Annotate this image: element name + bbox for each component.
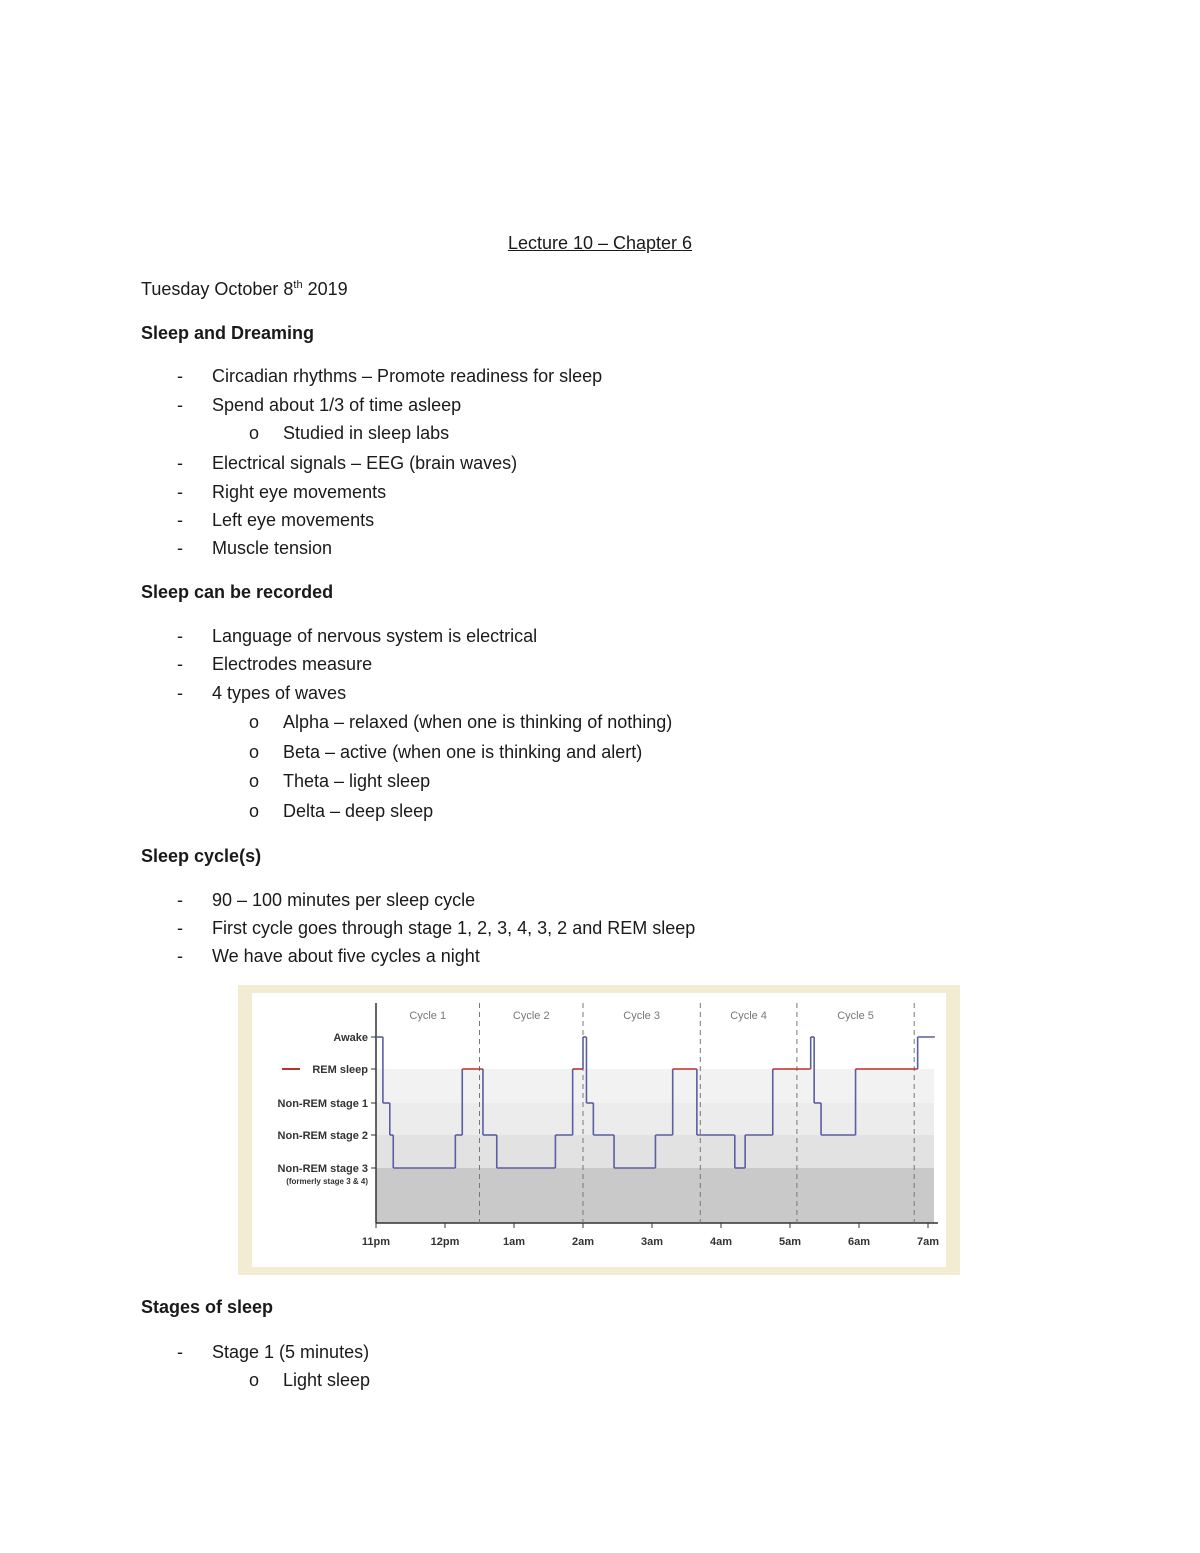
list-item: Spend about 1/3 of time asleep — [212, 395, 462, 415]
bullet-dash: - — [177, 1342, 183, 1362]
bullet-dash: - — [177, 510, 183, 530]
list-item: Circadian rhythms – Promote readiness for sleep — [212, 366, 603, 386]
list-item: Language of nervous system is electrical — [212, 626, 538, 646]
bullet-dash: - — [177, 626, 183, 646]
sub-list-item: Light sleep — [283, 1370, 371, 1390]
bullet-dash: - — [177, 890, 183, 910]
list-item: Left eye movements — [212, 510, 375, 530]
list-item: First cycle goes through stage 1, 2, 3, 4, 3, 2 and REM sleep — [212, 918, 696, 938]
y-tick-label: Awake — [333, 1032, 368, 1044]
list-item: Right eye movements — [212, 482, 387, 502]
x-tick-label: 1am — [502, 1236, 526, 1248]
page-title: Lecture 10 – Chapter 6 — [507, 233, 693, 253]
bullet-dash: - — [177, 654, 183, 674]
x-tick-label: 6am — [847, 1236, 871, 1248]
band-stage-1 — [376, 1103, 934, 1135]
x-tick-label: 5am — [778, 1236, 802, 1248]
list-item: Electrodes measure — [212, 654, 373, 674]
bullet-dash: - — [177, 453, 183, 473]
sub-list-item: Delta – deep sleep — [283, 801, 434, 821]
bullet-dash: - — [177, 395, 183, 415]
x-tick-label: 12pm — [430, 1236, 460, 1248]
x-tick-label: 11pm — [361, 1236, 391, 1248]
section-heading-cycles: Sleep cycle(s) — [141, 846, 262, 866]
section-heading-stages: Stages of sleep — [141, 1297, 274, 1317]
bullet-dash: - — [177, 918, 183, 938]
y-tick-label: REM sleep — [312, 1064, 368, 1076]
sub-list-item: Theta – light sleep — [283, 771, 431, 791]
bullet-dash: - — [177, 482, 183, 502]
x-tick-label: 7am — [916, 1236, 940, 1248]
cycle-label: Cycle 2 — [512, 1010, 550, 1022]
bullet-dash: - — [177, 946, 183, 966]
y-axis-note: (formerly stage 3 & 4) — [286, 1177, 368, 1186]
date-superscript: th — [293, 279, 303, 291]
bullet-dash: - — [177, 538, 183, 558]
list-item: Electrical signals – EEG (brain waves) — [212, 453, 518, 473]
y-tick-label: Non-REM stage 1 — [277, 1098, 368, 1110]
chart-panel — [252, 993, 946, 1267]
section-heading-recorded: Sleep can be recorded — [141, 582, 334, 602]
list-item: Stage 1 (5 minutes) — [212, 1342, 370, 1362]
bullet-dash: - — [177, 366, 183, 386]
cycle-label: Cycle 5 — [837, 1010, 874, 1022]
band-rem — [376, 1069, 934, 1103]
y-tick-label: Non-REM stage 3 — [277, 1163, 368, 1175]
band-stage-3 — [376, 1168, 934, 1223]
sub-list-item: Studied in sleep labs — [283, 423, 450, 443]
bullet-circle: o — [249, 771, 260, 791]
x-tick-label: 4am — [709, 1236, 733, 1248]
bullet-circle: o — [249, 801, 260, 821]
bullet-circle: o — [249, 712, 260, 732]
bullet-circle: o — [249, 742, 260, 762]
cycle-label: Cycle 4 — [730, 1010, 767, 1022]
date-text: Tuesday October 8 — [141, 279, 294, 299]
list-item: 90 – 100 minutes per sleep cycle — [212, 890, 476, 910]
cycle-label: Cycle 3 — [623, 1010, 660, 1022]
bullet-circle: o — [249, 1370, 260, 1390]
section-heading-sleep-dreaming: Sleep and Dreaming — [141, 323, 315, 343]
list-item: 4 types of waves — [212, 683, 347, 703]
sub-list-item: Alpha – relaxed (when one is thinking of nothing) — [283, 712, 673, 732]
x-tick-label: 2am — [571, 1236, 595, 1248]
bullet-dash: - — [177, 683, 183, 703]
x-tick-label: 3am — [640, 1236, 664, 1248]
cycle-label: Cycle 1 — [409, 1010, 447, 1022]
lecture-date — [141, 278, 348, 300]
sleep-cycle-figure — [238, 985, 960, 1275]
sub-list-item: Beta – active (when one is thinking and alert) — [283, 742, 643, 762]
date-year: 2019 — [302, 279, 348, 299]
list-item: We have about five cycles a night — [212, 946, 480, 966]
bullet-circle: o — [249, 423, 260, 443]
y-tick-label: Non-REM stage 2 — [277, 1130, 368, 1142]
hypnogram-chart — [252, 993, 946, 1267]
list-item: Muscle tension — [212, 538, 333, 558]
